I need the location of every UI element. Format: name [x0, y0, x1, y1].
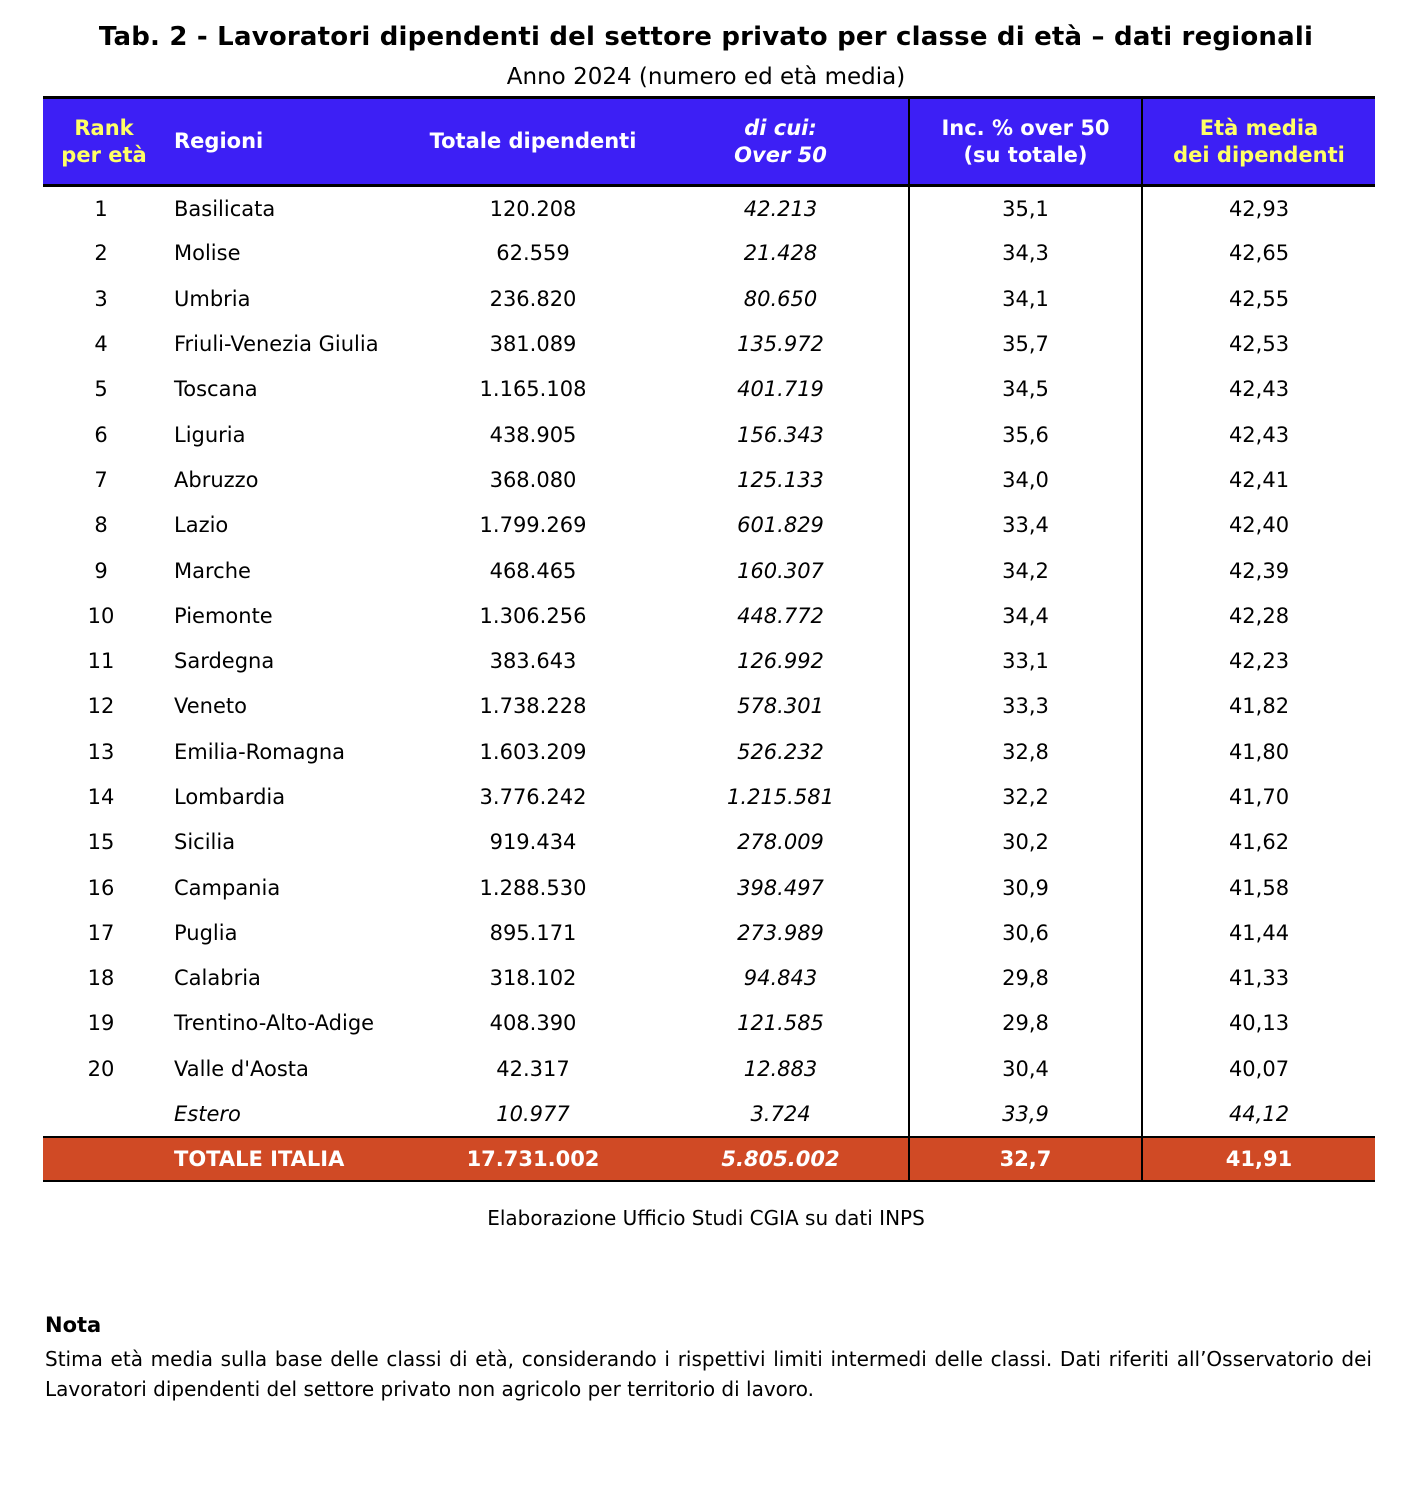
total-employees-cell: 1.288.530	[479, 875, 587, 900]
table-row	[43, 367, 1375, 412]
rank-cell: 1	[94, 196, 108, 221]
inc-over50-cell: 30,2	[909, 820, 1142, 865]
avg-age-cell: 41,70	[1142, 774, 1375, 819]
over50-cell: 125.133	[737, 467, 824, 492]
over50-cell: 42.213	[743, 196, 818, 221]
over50-cell: 526.232	[737, 739, 824, 764]
source-caption: Elaborazione Ufficio Studi CGIA su dati INPS	[487, 1206, 925, 1230]
note-text: Stima età media sulla base delle classi di età, considerando i rispettivi limiti intermedi delle classi. Dati riferiti all’Osservatorio dei Lavoratori dipendenti del settore privato non agricolo per territorio di lavoro.	[45, 1347, 1372, 1401]
over50-cell: 401.719	[737, 377, 824, 402]
table-body	[43, 186, 1375, 1181]
inc-over50-cell: 33,4	[909, 503, 1142, 548]
over50-cell: 3.724	[750, 1101, 811, 1126]
region-cell: Toscana	[174, 377, 258, 402]
total-employees-cell: 10.977	[496, 1101, 570, 1126]
avg-age-cell: 42,93	[1142, 186, 1375, 231]
region-cell: Trentino-Alto-Adige	[174, 1011, 375, 1036]
table-row	[43, 457, 1375, 502]
eta-header-line1: Età media	[1199, 115, 1319, 140]
over50-cell: 278.009	[737, 830, 824, 855]
avg-age-cell: 42,39	[1142, 548, 1375, 593]
column-header-rank	[43, 98, 165, 186]
total-employees-cell: 318.102	[489, 966, 577, 991]
total-employees-cell: 1.799.269	[479, 513, 587, 538]
region-cell: Liguria	[174, 422, 246, 447]
over50-cell: 273.989	[737, 920, 824, 945]
avg-age-cell: 42,40	[1142, 503, 1375, 548]
table-row	[43, 774, 1375, 819]
rank-cell: 11	[87, 649, 115, 674]
region-cell: Lombardia	[174, 785, 286, 809]
inc-over50-cell: 35,6	[909, 412, 1142, 457]
inc-over50-cell: 34,0	[909, 457, 1142, 502]
table-row	[43, 865, 1375, 910]
inc-over50-cell: 29,8	[909, 956, 1142, 1001]
region-cell: Calabria	[174, 966, 261, 991]
avg-age-cell: 42,53	[1142, 321, 1375, 366]
avg-age-cell: 41,80	[1142, 729, 1375, 774]
region-cell: Abruzzo	[174, 467, 259, 492]
region-cell: Marche	[174, 558, 251, 583]
rank-cell: 18	[87, 966, 115, 991]
over50-header-line1: di cui:	[744, 115, 817, 140]
region-cell: Molise	[174, 241, 241, 266]
region-cell: Piemonte	[174, 603, 273, 628]
rank-cell: 14	[87, 785, 115, 809]
region-cell: Umbria	[174, 286, 251, 311]
over50-cell: 601.829	[737, 513, 824, 538]
over50-cell: 398.497	[737, 875, 824, 900]
table-row	[43, 412, 1375, 457]
total-employees-cell: 1.165.108	[479, 377, 587, 402]
total-employees-cell: 468.465	[489, 558, 577, 583]
column-header-totale: Totale dipendenti	[429, 129, 637, 153]
total-employees-cell: 62.559	[496, 241, 570, 266]
over50-cell: 1.215.581	[727, 785, 834, 809]
region-cell: Sardegna	[174, 649, 275, 674]
rank-cell: 4	[94, 332, 108, 357]
over50-cell: 135.972	[737, 332, 824, 357]
inc-over50-cell: 34,1	[909, 276, 1142, 321]
avg-age-cell: 41,33	[1142, 956, 1375, 1001]
rank-cell: 9	[94, 558, 108, 583]
avg-age-cell: 42,23	[1142, 638, 1375, 683]
rank-header-line1: Rank	[74, 115, 134, 140]
inc-header-line1: Inc. % over 50	[941, 115, 1110, 140]
rank-cell: 3	[94, 286, 108, 311]
total-label: TOTALE ITALIA	[174, 1146, 345, 1171]
over50-cell: 12.883	[743, 1056, 818, 1081]
over50-cell: 448.772	[737, 603, 824, 628]
over50-cell: 156.343	[737, 422, 824, 447]
inc-over50-cell: 34,2	[909, 548, 1142, 593]
avg-age-cell: 44,12	[1142, 1091, 1375, 1136]
rank-cell: 10	[87, 603, 115, 628]
over50-cell: 80.650	[743, 286, 818, 311]
region-cell: Valle d'Aosta	[174, 1056, 309, 1081]
inc-over50-cell: 35,1	[909, 186, 1142, 231]
avg-age-cell: 40,07	[1142, 1046, 1375, 1091]
total-employees-cell: 17.731.002	[466, 1146, 600, 1171]
rank-cell: 8	[94, 513, 108, 538]
total-employees-cell: 3.776.242	[479, 785, 587, 809]
total-employees-cell: 438.905	[489, 422, 577, 447]
column-header-over50	[653, 98, 909, 186]
total-employees-cell: 895.171	[489, 920, 577, 945]
regional-workers-table	[43, 96, 1375, 1182]
total-employees-cell: 383.643	[489, 649, 577, 674]
avg-age-cell: 42,28	[1142, 593, 1375, 638]
table-header-row	[43, 98, 1375, 186]
over50-cell: 160.307	[737, 558, 824, 583]
avg-age-cell: 41,62	[1142, 820, 1375, 865]
region-cell: Puglia	[174, 920, 238, 945]
rank-cell: 19	[87, 1011, 115, 1036]
table-row	[43, 910, 1375, 955]
inc-over50-cell: 34,3	[909, 231, 1142, 276]
inc-over50-cell: 33,3	[909, 684, 1142, 729]
rank-header-line2: per età	[61, 142, 147, 167]
over50-cell: 121.585	[737, 1011, 824, 1036]
over50-cell: 126.992	[737, 649, 824, 674]
table-row	[43, 820, 1375, 865]
eta-header-line2: dei dipendenti	[1173, 142, 1345, 167]
avg-age-cell: 42,41	[1142, 457, 1375, 502]
rank-cell: 20	[87, 1056, 115, 1081]
inc-over50-cell: 34,5	[909, 367, 1142, 412]
total-employees-cell: 1.306.256	[479, 603, 587, 628]
region-cell: Sicilia	[174, 830, 236, 855]
table-row	[43, 1046, 1375, 1091]
region-cell: Veneto	[174, 694, 247, 719]
region-cell: Estero	[174, 1101, 241, 1126]
inc-over50-cell: 30,9	[909, 865, 1142, 910]
table-row	[43, 956, 1375, 1001]
table-row	[43, 638, 1375, 683]
inc-over50-cell: 35,7	[909, 321, 1142, 366]
column-header-eta-media	[1142, 98, 1375, 186]
table-row	[43, 276, 1375, 321]
column-header-inc-over50	[909, 98, 1142, 186]
table-row	[43, 231, 1375, 276]
rank-cell: 2	[94, 241, 108, 266]
table-row	[43, 1001, 1375, 1046]
table-row-totale-italia	[43, 1137, 1375, 1181]
inc-over50-cell: 29,8	[909, 1001, 1142, 1046]
over50-cell: 21.428	[743, 241, 818, 266]
avg-age-cell: 42,43	[1142, 412, 1375, 457]
table-subtitle: Anno 2024 (numero ed età media)	[506, 64, 906, 90]
column-header-regioni: Regioni	[174, 129, 264, 153]
avg-age-cell: 41,82	[1142, 684, 1375, 729]
total-employees-cell: 408.390	[489, 1011, 577, 1036]
over50-cell: 94.843	[743, 966, 818, 991]
table-row	[43, 729, 1375, 774]
table-row	[43, 186, 1375, 231]
over50-cell: 578.301	[737, 694, 824, 719]
region-cell: Basilicata	[174, 196, 276, 221]
total-employees-cell: 42.317	[496, 1056, 570, 1081]
inc-over50-cell: 33,1	[909, 638, 1142, 683]
over50-header-line2: Over 50	[734, 142, 827, 167]
inc-over50-cell: 32,7	[909, 1137, 1142, 1181]
inc-over50-cell: 34,4	[909, 593, 1142, 638]
avg-age-cell: 42,43	[1142, 367, 1375, 412]
inc-over50-cell: 30,4	[909, 1046, 1142, 1091]
table-row	[43, 593, 1375, 638]
rank-cell: 13	[87, 739, 115, 764]
avg-age-cell: 41,58	[1142, 865, 1375, 910]
rank-cell-empty	[43, 1137, 165, 1181]
total-employees-cell: 368.080	[489, 467, 577, 492]
avg-age-cell: 42,65	[1142, 231, 1375, 276]
rank-cell	[43, 1091, 165, 1136]
table-row-estero	[43, 1091, 1375, 1136]
total-employees-cell: 381.089	[489, 332, 577, 357]
rank-cell: 15	[87, 830, 115, 855]
total-employees-cell: 120.208	[489, 196, 577, 221]
region-cell: Friuli-Venezia Giulia	[174, 332, 379, 357]
table-row	[43, 321, 1375, 366]
inc-over50-cell: 30,6	[909, 910, 1142, 955]
note-title: Nota	[45, 1313, 102, 1337]
rank-cell: 16	[87, 875, 115, 900]
over50-cell: 5.805.002	[721, 1146, 840, 1171]
region-cell: Lazio	[174, 513, 229, 538]
avg-age-cell: 40,13	[1142, 1001, 1375, 1046]
rank-cell: 7	[94, 467, 108, 492]
region-cell: Emilia-Romagna	[174, 739, 346, 764]
avg-age-cell: 41,44	[1142, 910, 1375, 955]
rank-cell: 5	[94, 377, 108, 402]
avg-age-cell: 42,55	[1142, 276, 1375, 321]
inc-over50-cell: 32,2	[909, 774, 1142, 819]
avg-age-cell: 41,91	[1142, 1137, 1375, 1181]
table-title: Tab. 2 - Lavoratori dipendenti del settore privato per classe di età – dati regionali	[98, 22, 1314, 52]
total-employees-cell: 919.434	[489, 830, 577, 855]
rank-cell: 17	[87, 920, 115, 945]
total-employees-cell: 1.603.209	[479, 739, 587, 764]
table-row	[43, 684, 1375, 729]
inc-header-line2: (su totale)	[963, 142, 1088, 167]
inc-over50-cell: 32,8	[909, 729, 1142, 774]
rank-cell: 12	[87, 694, 115, 719]
rank-cell: 6	[94, 422, 108, 447]
table-row	[43, 503, 1375, 548]
inc-over50-cell: 33,9	[909, 1091, 1142, 1136]
region-cell: Campania	[174, 875, 281, 900]
table-row	[43, 548, 1375, 593]
total-employees-cell: 236.820	[489, 286, 577, 311]
total-employees-cell: 1.738.228	[479, 694, 587, 719]
